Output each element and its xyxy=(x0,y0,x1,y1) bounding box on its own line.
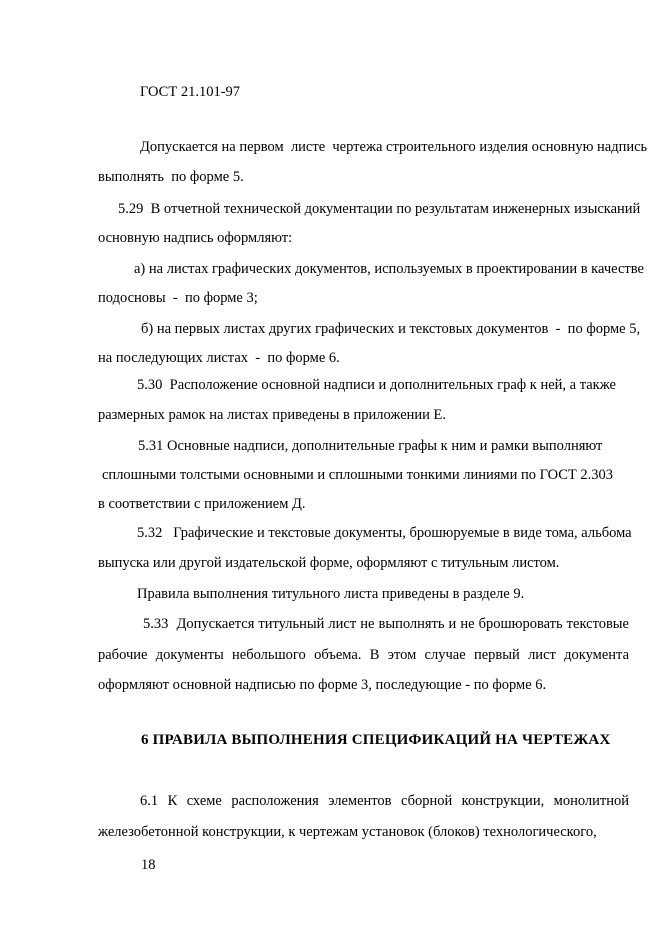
paragraph-line: оформляют основной надписью по форме 3, последующие - по форме 6. xyxy=(98,677,547,693)
paragraph-line: железобетонной конструкции, к чертежам установок (блоков) технологического, xyxy=(98,824,597,840)
paragraph-line: Допускается на первом листе чертежа строительного изделия основную надпись xyxy=(140,139,648,155)
paragraph-line: выпуска или другой издательской форме, оформляют с титульным листом. xyxy=(98,555,560,571)
paragraph-line: 5.32 Графические и текстовые документы, брошюруемые в виде тома, альбома xyxy=(137,525,632,541)
paragraph-line: 5.30 Расположение основной надписи и дополнительных граф к ней, а также xyxy=(137,377,616,393)
paragraph-line: 6.1 К схеме расположения элементов сборной конструкции, монолитной xyxy=(140,793,629,809)
paragraph-line: б) на первых листах других графических и текстовых документов - по форме 5, xyxy=(141,321,641,337)
paragraph-line: выполнять по форме 5. xyxy=(98,169,244,185)
paragraph-line: размерных рамок на листах приведены в приложении Е. xyxy=(98,407,447,423)
paragraph-line: на последующих листах - по форме 6. xyxy=(98,350,340,366)
page-header: ГОСТ 21.101-97 xyxy=(140,84,241,100)
paragraph-line: 5.33 Допускается титульный лист не выполнять и не брошюровать текстовые xyxy=(143,616,629,632)
page-number: 18 xyxy=(141,857,156,873)
paragraph-line: 5.31 Основные надписи, дополнительные графы к ним и рамки выполняют xyxy=(138,438,603,454)
paragraph-line: основную надпись оформляют: xyxy=(98,230,293,246)
paragraph-line: 5.29 В отчетной технической документации по результатам инженерных изысканий xyxy=(118,201,641,217)
paragraph-line: в соответствии с приложением Д. xyxy=(98,496,306,512)
paragraph-line: сплошными толстыми основными и сплошными тонкими линиями по ГОСТ 2.303 xyxy=(102,467,614,483)
section-heading: 6 ПРАВИЛА ВЫПОЛНЕНИЯ СПЕЦИФИКАЦИЙ НА ЧЕРТЕЖАХ xyxy=(141,732,611,748)
paragraph-line: рабочие документы небольшого объема. В этом случае первый лист документа xyxy=(98,647,629,663)
paragraph-line: подосновы - по форме 3; xyxy=(98,290,258,306)
paragraph-line: а) на листах графических документов, используемых в проектировании в качестве xyxy=(134,261,644,277)
paragraph-line: Правила выполнения титульного листа приведены в разделе 9. xyxy=(137,586,525,602)
